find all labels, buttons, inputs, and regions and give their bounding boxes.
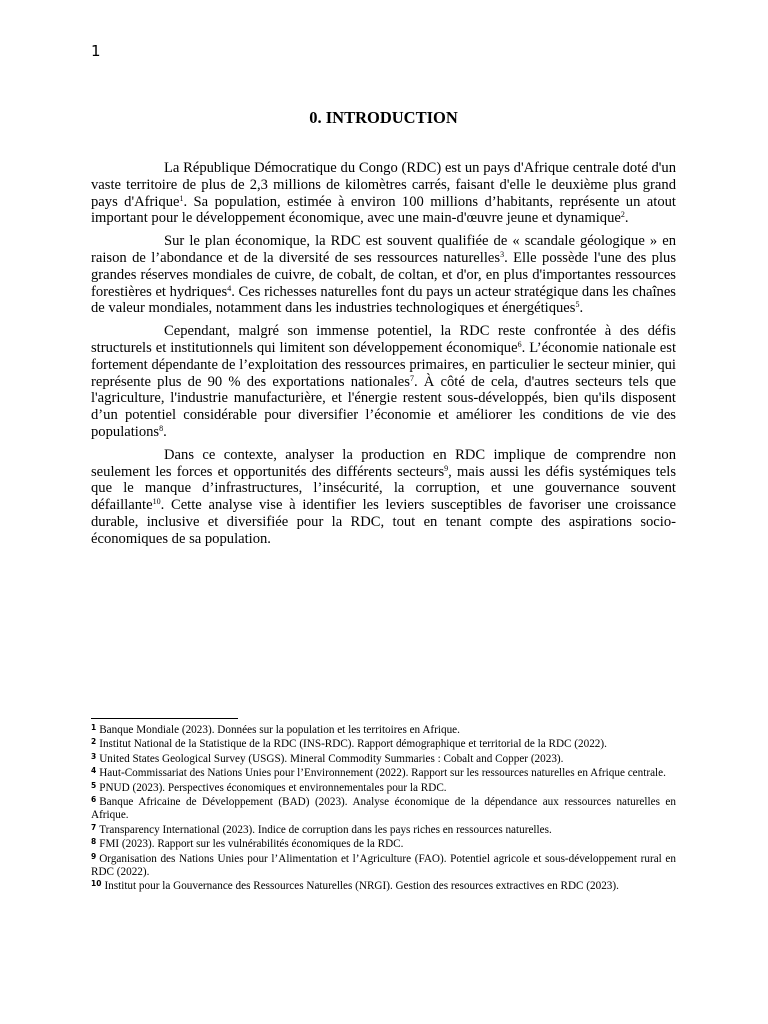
- footnote-number: 1: [91, 723, 97, 732]
- paragraph-text: . Elle possède l'une des plus grandes réserves mondiales de cuivre, de cobalt, de coltan, et d'or, en plus d'importantes ressources forestières et hydriques: [91, 249, 676, 300]
- footnote-text: Transparency International (2023). Indice de corruption dans les pays riches en ressources naturelles.: [99, 823, 552, 836]
- footnote: [91, 796, 676, 823]
- paragraph: [91, 233, 676, 317]
- footnote-text: United States Geological Survey (USGS). Mineral Commodity Summaries : Cobalt and Copper (2023).: [99, 752, 564, 765]
- footnote-reference[interactable]: 10: [152, 497, 161, 507]
- footnote-number: 4: [91, 766, 97, 776]
- footnote-text: Institut National de la Statistique de la RDC (INS-RDC). Rapport démographique et territorial de la RDC (2022).: [99, 738, 607, 751]
- paragraph-text: .: [624, 210, 629, 227]
- footnote-text: PNUD (2023). Perspectives économiques et environnementales pour la RDC.: [99, 781, 447, 794]
- paragraph: [91, 447, 676, 548]
- body-text: [91, 160, 676, 554]
- footnote-number: 7: [91, 822, 97, 832]
- footnote-reference[interactable]: 4: [227, 283, 232, 293]
- footnote-text: FMI (2023). Rapport sur les vulnérabilités économiques de la RDC.: [99, 838, 404, 851]
- footnote: [91, 880, 676, 893]
- footnote-text: Banque Africaine de Développement (BAD) (2023). Analyse économique de la dépendance aux ressources naturelles en Afrique.: [91, 796, 676, 822]
- footnote-reference[interactable]: 8: [159, 423, 164, 433]
- paragraph-text: .: [579, 300, 584, 317]
- footnote: [91, 782, 676, 795]
- footnote-text: Organisation des Nations Unies pour l’Alimentation et l’Agriculture (FAO). Potentiel agricole et sous-développement rural en RDC (2022).: [91, 852, 676, 879]
- paragraph-text: . Sa population, estimée à environ 100 millions d’habitants, représente un atout important pour le développement économique, avec une main-d'œuvre jeune et dynamique: [91, 193, 676, 227]
- footnote-reference[interactable]: 5: [575, 300, 580, 310]
- footnote-number: 10: [91, 879, 102, 889]
- paragraph-text: .: [163, 423, 167, 440]
- footnote: [91, 853, 676, 880]
- paragraph-text: Cependant, malgré son immense potentiel, la RDC reste confrontée à des défis structurels et institutionnels qui limitent son développement économique: [91, 323, 676, 356]
- footnote-number: 9: [91, 851, 97, 861]
- footnote-text: Institut pour la Gouvernance des Ressources Naturelles (NRGI). Gestion des resources extractives en RDC (2023).: [104, 880, 619, 893]
- footnote-text: Banque Mondiale (2023). Données sur la population et les territoires en Afrique.: [99, 724, 460, 736]
- paragraph-text: . À côté de cela, d'autres secteurs tels que l'agriculture, l'industrie manufacturière, et l'énergie restent sous-développés, bien qu'ils disposent d’un potentiel considérable pour diversifier l’économie et améliorer les conditions de vie des populations: [91, 373, 676, 440]
- footnote-text: Haut-Commissariat des Nations Unies pour l’Environnement (2022). Rapport sur les ressources naturelles en Afrique centrale.: [99, 767, 666, 780]
- paragraph-text: . L’économie nationale est fortement dépendante de l’exploitation des ressources primaires, en particulier le secteur minier, qui représente plus de 90 % des exportations nationales: [91, 339, 677, 390]
- footnote: [91, 838, 676, 851]
- paragraph-text: Sur le plan économique, la RDC est souvent qualifiée de « scandale géologique » en raison de l’abondance et de la diversité de ses ressources naturelles: [91, 233, 676, 266]
- footnote-number: 2: [91, 737, 97, 747]
- paragraph-text: . Ces richesses naturelles font du pays un acteur stratégique dans les chaînes de valeur mondiales, notamment dans les industries technologiques et énergétiques: [91, 283, 676, 317]
- footnote-separator: [91, 718, 238, 719]
- footnote-number: 3: [91, 751, 97, 761]
- footnote-reference[interactable]: 6: [517, 339, 522, 349]
- footnote: [91, 753, 676, 766]
- footnote: [91, 724, 676, 737]
- footnote: [91, 767, 676, 780]
- page-number: 1: [91, 42, 101, 60]
- paragraph-text: , mais aussi les défis systémiques tels que le manque d’infrastructures, l’insécurité, la corruption, et une gouvernance souvent défaillante: [91, 463, 676, 514]
- footnote-reference[interactable]: 7: [409, 373, 414, 383]
- paragraph-text: . Cette analyse vise à identifier les leviers susceptibles de favoriser une croissance durable, inclusive et diversifiée pour la RDC, tout en tenant compte des aspirations socio-économiques de sa population.: [91, 497, 676, 547]
- paragraph-text: Dans ce contexte, analyser la production en RDC implique de comprendre non seulement les forces et opportunités des différents secteurs: [91, 446, 676, 480]
- footnote: [91, 824, 676, 837]
- footnotes: [91, 718, 676, 895]
- footnote-reference[interactable]: 1: [179, 193, 184, 203]
- footnote-number: 8: [91, 837, 97, 847]
- footnote-number: 5: [91, 780, 97, 790]
- paragraph: [91, 323, 676, 441]
- footnote-reference[interactable]: 2: [620, 210, 625, 220]
- footnote-list: [91, 724, 676, 894]
- paragraph-text: La République Démocratique du Congo (RDC) est un pays d'Afrique centrale doté d'un vaste territoire de plus de 2,3 millions de kilomètres carrés, faisant d'elle le deuxième plus grand pays d'Afrique: [91, 160, 676, 210]
- section-heading: 0. INTRODUCTION: [309, 108, 458, 127]
- footnote-number: 6: [91, 795, 97, 805]
- footnote-reference[interactable]: 3: [500, 249, 505, 259]
- paragraph: [91, 160, 676, 227]
- footnote-reference[interactable]: 9: [444, 463, 449, 473]
- footnote: [91, 738, 676, 751]
